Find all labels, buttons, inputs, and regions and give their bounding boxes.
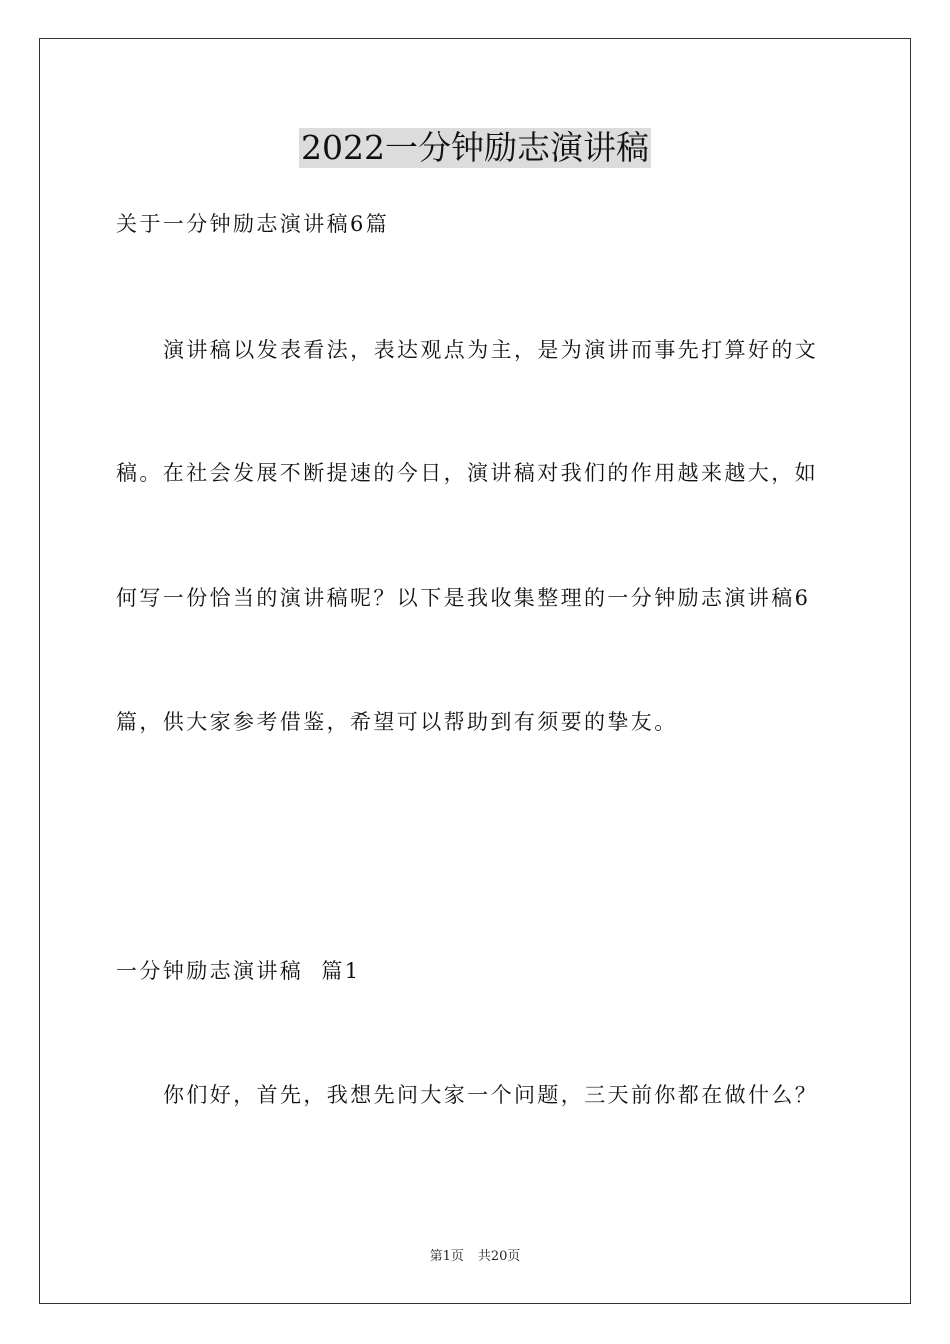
title-container xyxy=(0,128,950,168)
intro-line-2: 稿。在社会发展不断提速的今日，演讲稿对我们的作用越来越大，如 xyxy=(116,461,818,485)
intro-line-1: 演讲稿以发表看法，表达观点为主，是为演讲而事先打算好的文 xyxy=(163,338,819,362)
page-total: 共20页 xyxy=(477,1249,521,1264)
section-paragraph-line: 你们好，首先，我想先问大家一个问题，三天前你都在做什么？ xyxy=(163,1083,819,1107)
intro-line-4: 篇，供大家参考借鉴，希望可以帮助到有须要的挚友。 xyxy=(116,710,678,734)
intro-line-3: 何写一份恰当的演讲稿呢？以下是我收集整理的一分钟励志演讲稿6 xyxy=(116,586,811,610)
document-title: 2022一分钟励志演讲稿 xyxy=(301,128,649,167)
page-footer xyxy=(0,1248,950,1266)
page-number: 第1页 xyxy=(429,1249,464,1264)
document-subtitle: 关于一分钟励志演讲稿6篇 xyxy=(116,212,390,236)
section-heading: 一分钟励志演讲稿 篇1 xyxy=(116,959,361,983)
